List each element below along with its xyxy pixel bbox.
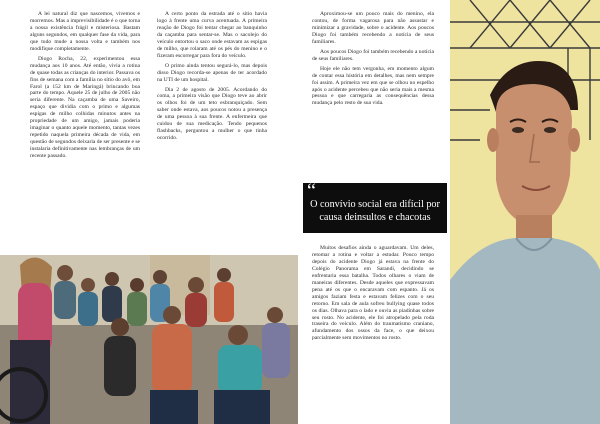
paragraph: Dia 2 de agosto de 2005. Acordando do coma, a primeira visão que Diogo teve ao abrir os olhos foi de um teto esbranquiçado. Sem saber onde estava, aos poucos notou a presença de uma pessoa à sua frente. A enfermeira que cuidou de sua medicação. Tendo pequenos flashbacks, perguntou a mulher o que tinha ocorrido. <box>157 86 267 142</box>
paragraph: Muitos desafios ainda o aguardavam. Um deles, retomar a rotina e voltar a estudar. Pouco tempo depois do acidente Diogo já estava na frente do Colégio Panorama em Sarandi, decidindo se enfrentaria essa batalha. Todos olhares o viam de maneiras diferentes. Desde aqueles que expressavam pena até os que o encaravam com espanto. Já os amigos faziam festa e estavam felizes com o seu retorno. Em sala de aula sofreu bullying quase todos os dias. Olhava para o lado e ouvia as piadinhas sobre seu rosto. No acidente, ele foi atropelado pela roda traseira do veículo. Além do traumatismo craniano, afundamento dos ossos da face, o que deixou parcialmente sem movimentos no rosto. <box>312 245 434 342</box>
article-column-2 <box>157 11 267 145</box>
paragraph: Diogo Rocha, 22, experimentou essa mudança aos 10 anos. Até então, vivia a rotina de quase todas as crianças do interior. Passava os fins de semana com a família no sítio do avô, em Farol (a 152 km de Maringá) brincando boa parte do tempo. Aquele 25 de julho de 2005 não seria diferente. Na caçamba de uma Saveiro, espaço que dividia com o primo e algumas espigas de milho colhidas minutos antes na propriedade de um amigo, jamais poderia imaginar o quanto aquele momento, tantas vezes repetido naquela primeira década de vida, em questão de segundos deixaria de ser presente e se instalaria definitivamente nas lembranças de um recente passado. <box>30 55 140 160</box>
paragraph: Aproximou-se um pouco mais do menino, ela contou, de forma vagarosa para não assustar e minimizar a gravidade, sobre o acidente. Aos poucos Diogo foi também recebendo a notícia de seus familiares. <box>312 11 434 45</box>
paragraph: Hoje ele não tem vergonha, em momento algum de contar essa história em detalhes, mas nem sempre foi assim. A primeira vez em que se olhou no espelho após o acidente percebeu que não seria mais a mesma pessoa e que carregaria as consequências dessa mudança pelo resto de sua vida. <box>312 65 434 107</box>
paragraph: O primo ainda tentou segurá-lo, mas depois disso Diogo recorda-se apenas de ter acordado na UTI de um hospital. <box>157 62 267 83</box>
pull-quote <box>303 180 447 233</box>
portrait-photo <box>450 0 600 424</box>
paragraph: Aos poucos Diogo foi também recebendo a notícia de seus familiares. <box>312 48 434 62</box>
group-photo-illustration <box>0 255 298 424</box>
article-column-1 <box>30 11 140 163</box>
pull-quote-text: O convívio social era difícil por causa deinsultos e chacotas <box>310 199 440 223</box>
article-column-4 <box>312 245 434 345</box>
paragraph: A lei natural diz que nascemos, vivemos e morremos. Mas a imprevisibilidade é o que torna a nossa existência frágil e misteriosa. Bastam alguns segundos, em qualquer fase da vida, para que tudo mude a nossa volta e também nos modifique completamente. <box>30 11 140 52</box>
quote-mark-icon: “ <box>307 180 316 202</box>
paragraph: A certo ponto da estrada até o sítio havia logo à frente uma curva acentuada. A primeira reação de Diogo foi tentar chegar ao banquinho da caçamba para sentar-se. Mas o sacolejo do veículo entortou o saco onde estavam as espigas de milho, que rolaram até os pés do menino e o fizeram escorregar para fora do veículo. <box>157 11 267 59</box>
portrait-illustration <box>450 0 600 424</box>
article-column-3 <box>312 11 434 110</box>
group-photo <box>0 255 298 424</box>
